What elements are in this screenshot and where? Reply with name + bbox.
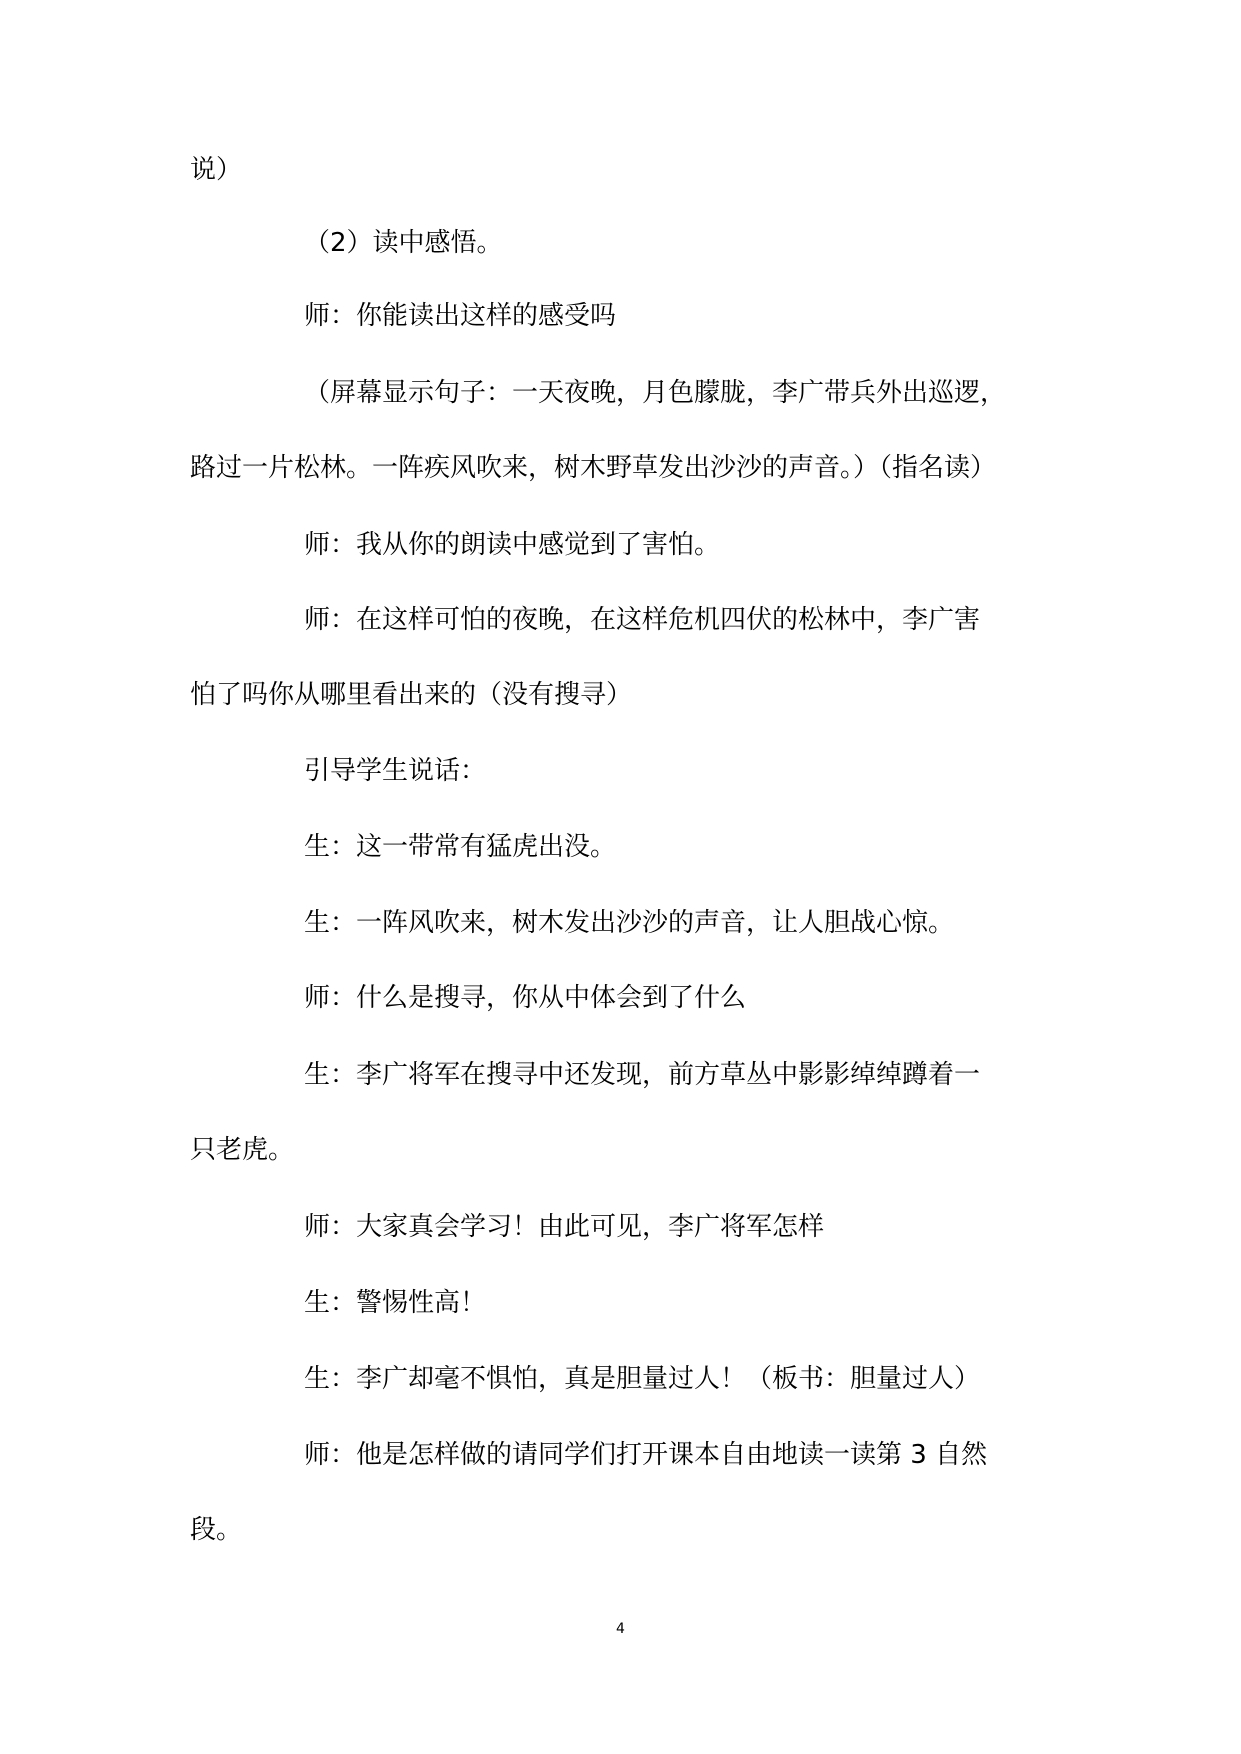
text-line: 师：你能读出这样的感受吗 [304, 301, 617, 331]
text-line: 师：在这样可怕的夜晚，在这样危机四伏的松林中，李广害 [304, 605, 981, 635]
text-line: （屏幕显示句子：一天夜晚，月色朦胧，李广带兵外出巡逻， [304, 378, 1007, 408]
text-line: 生：李广将军在搜寻中还发现，前方草丛中影影绰绰蹲着一 [304, 1060, 981, 1090]
text-line: 生：李广却毫不惧怕，真是胆量过人！（板书：胆量过人） [304, 1364, 981, 1394]
text-line: 怕了吗你从哪里看出来的（没有搜寻） [190, 680, 633, 710]
page-number: 4 [616, 1621, 625, 1637]
text-line: （2）读中感悟。 [304, 228, 503, 258]
text-line: 生：这一带常有猛虎出没。 [304, 832, 617, 862]
text-line: 引导学生说话： [304, 756, 487, 786]
text-line: 师：我从你的朗读中感觉到了害怕。 [304, 530, 721, 560]
text-line: 段。 [190, 1515, 243, 1545]
text-line: 师：他是怎样做的请同学们打开课本自由地读一读第 3 自然 [304, 1440, 988, 1470]
text-line: 生：一阵风吹来，树木发出沙沙的声音，让人胆战心惊。 [304, 908, 955, 938]
text-line: 生：警惕性高！ [304, 1288, 487, 1318]
text-line: 师：什么是搜寻，你从中体会到了什么 [304, 983, 747, 1013]
text-line: 只老虎。 [190, 1135, 295, 1165]
text-line: 师：大家真会学习！由此可见，李广将军怎样 [304, 1212, 825, 1242]
text-line: 说） [190, 155, 243, 185]
text-line: 路过一片松林。一阵疾风吹来，树木野草发出沙沙的声音。）（指名读） [190, 453, 997, 483]
